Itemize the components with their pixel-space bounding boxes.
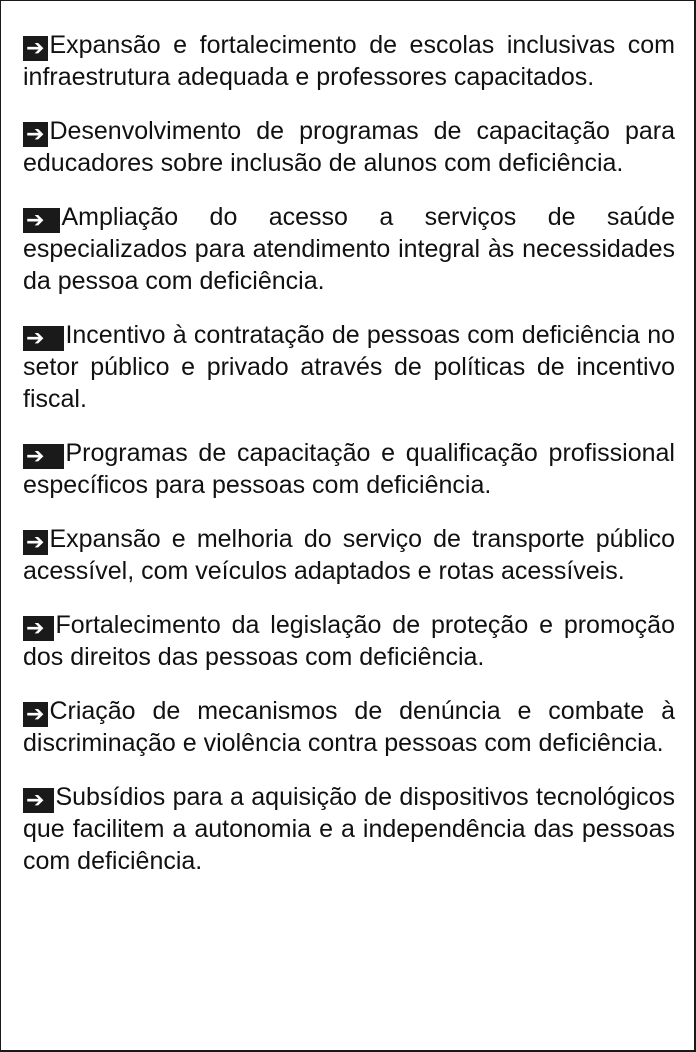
arrow-right-icon: ➔ — [23, 122, 48, 147]
arrow-right-icon: ➔ — [23, 208, 60, 233]
arrow-right-icon: ➔ — [23, 788, 54, 813]
list-item — [23, 201, 675, 297]
list-item-text: Programas de capacitação e qualificação profissional específicos para pessoas com deficiência. — [23, 439, 675, 499]
list-item-text: Fortalecimento da legislação de proteção e promoção dos direitos das pessoas com deficiência. — [23, 611, 675, 671]
proposal-list — [23, 29, 675, 899]
arrow-right-icon: ➔ — [23, 530, 48, 555]
arrow-right-icon: ➔ — [23, 36, 48, 61]
list-item-text: Expansão e fortalecimento de escolas inclusivas com infraestrutura adequada e professores capacitados. — [23, 31, 675, 91]
list-item — [23, 437, 675, 501]
arrow-right-icon: ➔ — [23, 616, 54, 641]
list-item — [23, 609, 675, 673]
list-item-text: Criação de mecanismos de denúncia e combate à discriminação e violência contra pessoas com deficiência. — [23, 697, 675, 757]
list-item — [23, 115, 675, 179]
list-item-text: Subsídios para a aquisição de dispositivos tecnológicos que facilitem a autonomia e a independência das pessoas com deficiência. — [23, 783, 675, 875]
list-item — [23, 523, 675, 587]
list-item-text: Desenvolvimento de programas de capacitação para educadores sobre inclusão de alunos com deficiência. — [23, 117, 675, 177]
list-item-text: Ampliação do acesso a serviços de saúde especializados para atendimento integral às necessidades da pessoa com deficiência. — [23, 203, 675, 295]
list-item-text: Expansão e melhoria do serviço de transporte público acessível, com veículos adaptados e rotas acessíveis. — [23, 525, 675, 585]
arrow-right-icon: ➔ — [23, 444, 64, 469]
list-item — [23, 319, 675, 415]
list-item — [23, 781, 675, 877]
list-item-text: Incentivo à contratação de pessoas com deficiência no setor público e privado através de políticas de incentivo fiscal. — [23, 321, 675, 413]
arrow-right-icon: ➔ — [23, 326, 64, 351]
list-item — [23, 29, 675, 93]
list-item — [23, 695, 675, 759]
arrow-right-icon: ➔ — [23, 702, 48, 727]
